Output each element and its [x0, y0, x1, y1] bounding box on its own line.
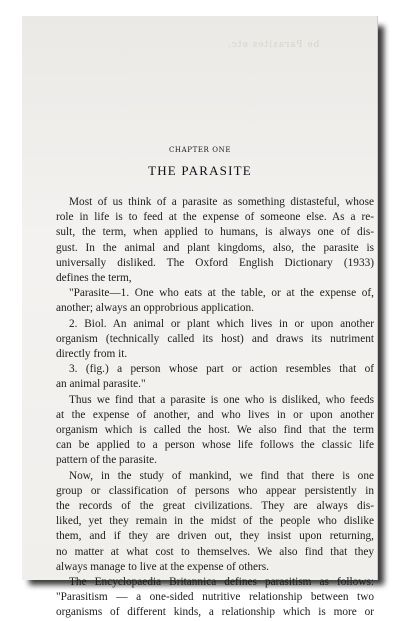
text-line: organism (technically called its host) and draws its nutriment [56, 332, 374, 345]
text-line: at the expense of another, and who lives in or upon another [56, 408, 374, 421]
bleed-through-text: be Parasites etc. [227, 40, 320, 50]
text-line: Now, in the study of mankind, we find that there is one [69, 469, 374, 482]
text-line: can be applied to a person whose life follows the classic life [56, 439, 374, 452]
text-line: them, and if they are driven out, they insist upon returning, [56, 530, 374, 543]
text-line: defines the term, [56, 272, 132, 285]
text-line: gust. In the animal and plant kingdoms, also, the parasite is [56, 241, 374, 254]
text-line: 3. (fig.) a person whose part or action resembles that of [69, 363, 374, 376]
text-line: the records of the great civilizations. They are always dis- [56, 500, 374, 513]
text-line: organism which is called the host. We also find that the term [56, 424, 374, 437]
chapter-title: THE PARASITE [148, 163, 252, 178]
text-line: role in life is to feed at the expense of someone else. As a re- [56, 211, 374, 224]
text-line: always manage to live at the expense of others. [56, 560, 269, 573]
body-text [56, 195, 374, 621]
text-line: "Parasitism — a one-sided nutritive relationship between two [56, 591, 374, 604]
book-page [22, 16, 378, 619]
text-line: pattern of the parasite. [56, 454, 157, 467]
text-line: Thus we find that a parasite is one who is disliked, who feeds [69, 393, 374, 406]
text-line: Most of us think of a parasite as something distasteful, whose [69, 196, 374, 208]
text-line: The Encyclopaedia Britannica defines parasitism as follows: [69, 576, 374, 589]
text-line: "Parasite—1. One who eats at the table, or at the expense of, [69, 287, 374, 300]
text-line: no matter at what cost to themselves. We also find that they [56, 545, 374, 558]
text-line: an animal parasite." [56, 378, 146, 391]
text-line: group or classification of persons who appear persistently in [56, 484, 374, 497]
text-line: liked, yet they remain in the midst of the people who dislike [56, 515, 374, 528]
chapter-number: CHAPTER ONE [168, 146, 232, 154]
text-line: 2. Biol. An animal or plant which lives in or upon another [69, 317, 374, 330]
text-line: directly from it. [56, 348, 128, 361]
text-line: another; always an opprobrious application. [56, 302, 254, 315]
text-line: organisms of different kinds, a relationship which is more or [56, 606, 374, 619]
text-line: sult, the term, when applied to humans, is always one of dis- [56, 226, 374, 239]
text-line: universally disliked. The Oxford English Dictionary (1933) [56, 256, 374, 269]
